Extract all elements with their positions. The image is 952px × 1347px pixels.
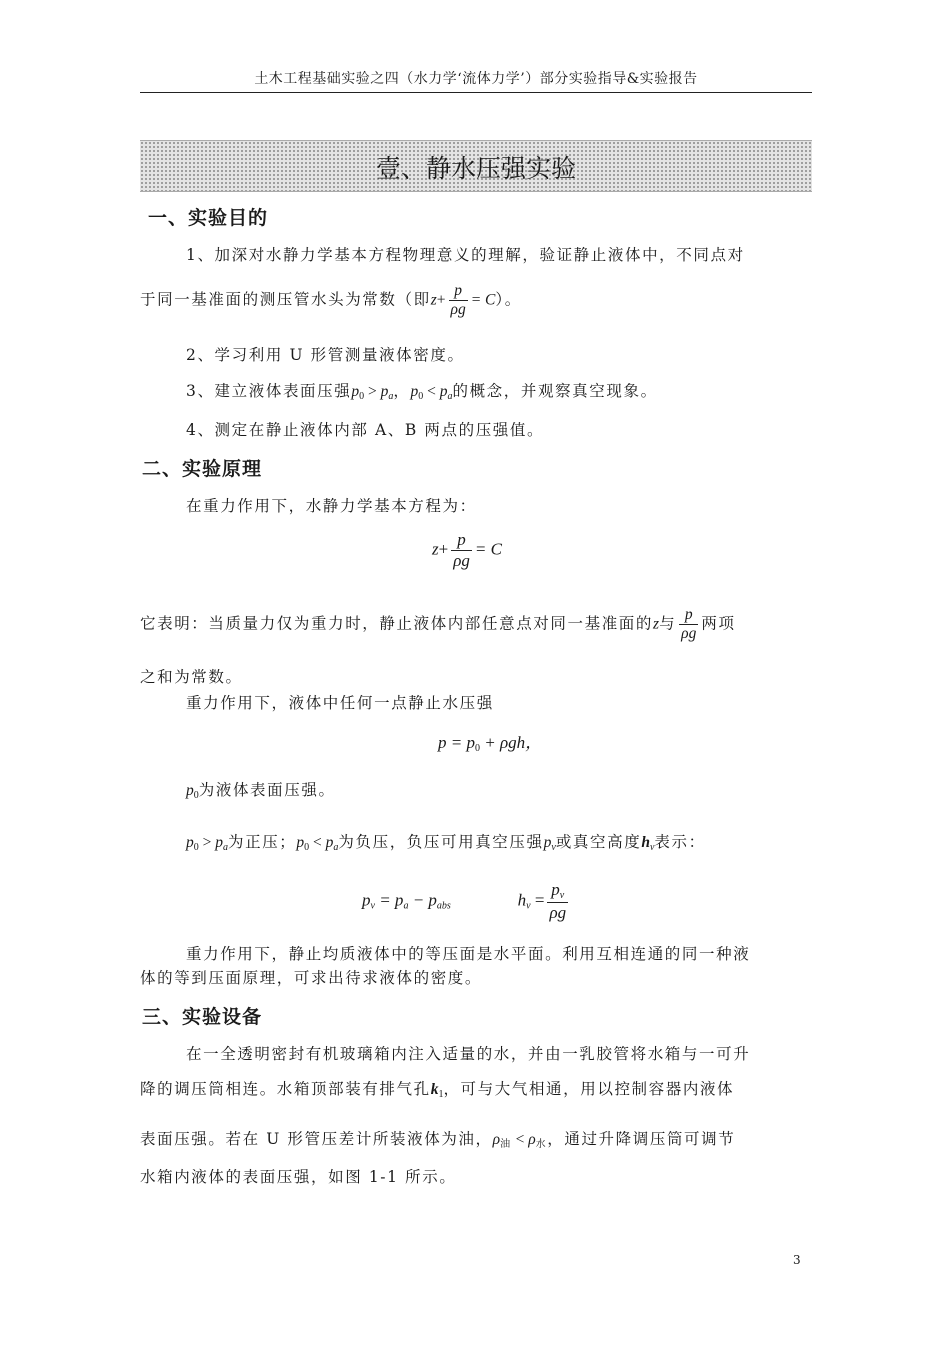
equipment-line-4: 水箱内液体的表面压强，如图 1-1 所示。 (140, 1168, 457, 1186)
heading-principle: 二、实验原理 (142, 458, 263, 480)
equation-hydrostatic: z+ $\frac{p}{\rho g}$ = C (432, 530, 502, 570)
positive-negative-pressure: $p_0 > p_a$为正压；$p_0 < p_a$为负压，负压可用真空压强$p_v$或真空高度$h_v$表示： (186, 833, 706, 853)
purpose-item-3: 3、建立液体表面压强$p_0 > p_a$，$p_0 < p_a$的概念，并观察真空现象。 (186, 382, 658, 402)
equipment-line-2: 降的调压筒相连。水箱顶部装有排气孔$k_1$，可与大气相通，用以控制容器内液体 (140, 1080, 735, 1100)
header-rule (140, 92, 812, 93)
principle-explanation: 它表明：当质量力仅为重力时，静止液体内部任意点对同一基准面的z与 $\frac{p}{\rho g}$ 两项 (140, 606, 736, 642)
principle-explanation-end: 之和为常数。 (140, 668, 243, 686)
section-title: 壹、静水压强实验 (375, 154, 576, 183)
purpose-item-1-line-2: 于同一基准面的测压管水头为常数（即z+ $\frac{p}{\rho g}$ = C）。 (140, 282, 522, 318)
surface-pressure-note: $p_0$为液体表面压强。 (186, 781, 336, 801)
running-header: 土木工程基础实验之四（水力学‘流体力学’）部分实验指导&实验报告 (254, 71, 698, 87)
purpose-item-4: 4、测定在静止液体内部 A、B 两点的压强值。 (186, 421, 545, 439)
equipment-line-1: 在一全透明密封有机玻璃箱内注入适量的水，并由一乳胶管将水箱与一可升 (186, 1045, 751, 1063)
principle-final-line-2: 体的等到压面原理，可求出待求液体的密度。 (140, 969, 483, 987)
equation-pressure: $p = p_0 + \rho gh$， (438, 733, 543, 754)
purpose-item-2: 2、学习利用 U 形管测量液体密度。 (186, 346, 465, 364)
principle-pressure-text: 重力作用下，液体中任何一点静止水压强 (186, 694, 494, 712)
principle-final-line-1: 重力作用下，静止均质液体中的等压面是水平面。利用互相连通的同一种液 (186, 945, 751, 963)
fraction-p-over-rho-g: $\frac{p}{\rho g}$ (450, 282, 466, 318)
equation-vacuum: $p_v = p_a - p_{abs}$ $h_v$ = $\frac{p_v}{\rho g}$ (362, 880, 567, 922)
heading-purpose: 一、实验目的 (148, 207, 269, 229)
purpose-item-1-line-1: 1、加深对水静力学基本方程物理意义的理解，验证静止液体中，不同点对 (186, 246, 745, 264)
heading-equipment: 三、实验设备 (142, 1006, 263, 1028)
principle-intro: 在重力作用下，水静力学基本方程为： (186, 497, 477, 515)
equipment-line-3: 表面压强。若在 U 形管压差计所装液体为油，$\rho_油 < \rho_水$，通过升降调压筒可调节 (140, 1130, 736, 1150)
page-number: 3 (793, 1253, 801, 1267)
